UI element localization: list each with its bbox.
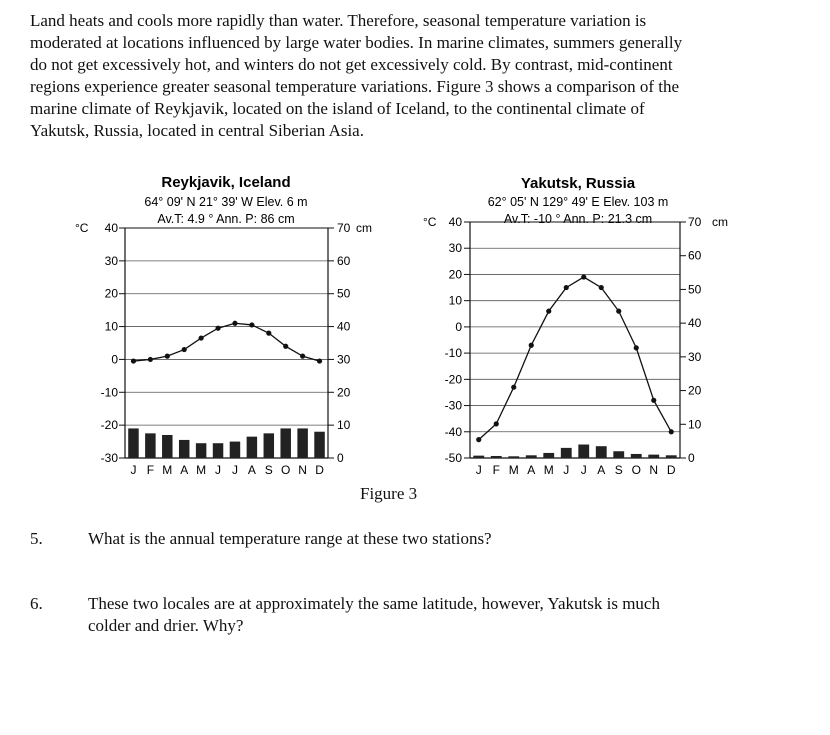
precip-bar xyxy=(613,451,624,458)
temperature-point xyxy=(529,343,534,348)
month-label: S xyxy=(614,463,623,477)
precip-bar xyxy=(230,442,240,458)
precip-bar xyxy=(631,454,642,458)
left-tick-label: -20 xyxy=(100,418,118,433)
left-tick-label: 0 xyxy=(111,352,118,367)
intro-line: do not get excessively hot, and winters do not get excessively cold. By contrast, mid-continent xyxy=(30,55,673,74)
temperature-point xyxy=(581,274,586,279)
month-label: J xyxy=(215,463,222,477)
temperature-point xyxy=(232,321,237,326)
month-label: J xyxy=(563,463,570,477)
month-label: A xyxy=(597,463,606,477)
right-tick-label: 50 xyxy=(688,282,702,297)
chart-title: Reykjavik, Iceland xyxy=(161,174,291,191)
left-tick-label: -10 xyxy=(100,385,118,400)
temperature-point xyxy=(634,345,639,350)
temperature-line xyxy=(479,277,672,440)
precip-bar xyxy=(473,456,484,458)
precip-bar xyxy=(666,455,677,458)
right-tick-label: 0 xyxy=(688,451,695,465)
right-axis-unit: cm xyxy=(356,221,372,235)
left-tick-label: 10 xyxy=(448,293,462,308)
temperature-line xyxy=(133,323,319,361)
month-label: A xyxy=(180,463,189,477)
left-tick-label: 30 xyxy=(104,253,118,268)
right-tick-label: 50 xyxy=(337,286,351,301)
precip-bar xyxy=(179,440,189,458)
left-tick-label: 40 xyxy=(448,215,462,229)
temperature-point xyxy=(564,285,569,290)
precip-bar xyxy=(280,428,290,458)
temperature-point xyxy=(131,358,136,363)
intro-line: moderated at locations influenced by large water bodies. In marine climates, summers generally xyxy=(30,33,683,52)
month-label: J xyxy=(231,463,238,477)
chart-title: Yakutsk, Russia xyxy=(520,175,636,192)
right-tick-label: 40 xyxy=(688,316,702,331)
left-tick-label: 0 xyxy=(455,319,462,334)
left-tick-label: 30 xyxy=(448,241,462,256)
precip-bar xyxy=(526,455,537,458)
temperature-point xyxy=(148,357,153,362)
temperature-point xyxy=(300,354,305,359)
left-tick-label: 40 xyxy=(104,221,118,235)
precip-bar xyxy=(162,435,172,458)
temperature-point xyxy=(546,309,551,314)
month-label: M xyxy=(162,463,173,477)
chart-subtitle: 64° 09' N 21° 39' W Elev. 6 m xyxy=(144,195,308,209)
precip-bar xyxy=(596,446,607,458)
left-tick-label: -40 xyxy=(444,424,462,439)
left-tick-label: 20 xyxy=(448,267,462,282)
temperature-point xyxy=(182,347,187,352)
right-tick-label: 30 xyxy=(337,352,351,367)
left-tick-label: -10 xyxy=(444,346,462,361)
question-number: 5. xyxy=(30,529,43,548)
month-label: M xyxy=(508,463,519,477)
right-tick-label: 60 xyxy=(337,253,351,268)
precip-bar xyxy=(491,456,502,458)
right-tick-label: 60 xyxy=(688,248,702,263)
precip-bar xyxy=(247,437,257,458)
right-tick-label: 0 xyxy=(337,451,344,465)
right-tick-label: 70 xyxy=(337,221,351,235)
precip-bar xyxy=(128,428,138,458)
month-label: A xyxy=(527,463,536,477)
question-text: What is the annual temperature range at these two stations? xyxy=(88,529,492,548)
temperature-point xyxy=(616,309,621,314)
month-label: N xyxy=(298,463,307,477)
left-tick-label: 10 xyxy=(104,319,118,334)
month-label: A xyxy=(247,463,256,477)
right-tick-label: 20 xyxy=(337,385,351,400)
chart-subtitle: 62° 05' N 129° 49' E Elev. 103 m xyxy=(487,195,669,209)
left-axis-unit: °C xyxy=(75,221,89,235)
right-tick-label: 40 xyxy=(337,319,351,334)
temperature-point xyxy=(511,385,516,390)
temperature-point xyxy=(215,326,220,331)
temperature-point xyxy=(494,421,499,426)
left-tick-label: -30 xyxy=(100,451,118,465)
month-label: J xyxy=(580,463,587,477)
temperature-point xyxy=(476,437,481,442)
question-6 xyxy=(0,593,830,641)
right-tick-label: 20 xyxy=(688,383,702,398)
temperature-point xyxy=(249,322,254,327)
temperature-point xyxy=(317,358,322,363)
month-label: M xyxy=(196,463,207,477)
temperature-point xyxy=(283,344,288,349)
figure-caption: Figure 3 xyxy=(360,484,418,503)
month-label: F xyxy=(146,463,155,477)
month-label: D xyxy=(315,463,324,477)
precip-bar xyxy=(264,433,274,458)
intro-line: Land heats and cools more rapidly than water. Therefore, seasonal temperature variation is xyxy=(30,11,647,30)
right-tick-label: 30 xyxy=(688,349,702,364)
question-5 xyxy=(0,528,830,552)
right-axis-unit: cm xyxy=(712,215,728,229)
intro-line: Yakutsk, Russia, located in central Siberian Asia. xyxy=(30,121,364,140)
left-tick-label: 20 xyxy=(104,286,118,301)
right-tick-label: 70 xyxy=(688,215,702,229)
question-number: 6. xyxy=(30,594,43,613)
month-label: M xyxy=(543,463,554,477)
precip-bar xyxy=(213,443,223,458)
intro-line: marine climate of Reykjavik, located on the island of Iceland, to the continental climate of xyxy=(30,99,645,118)
month-label: J xyxy=(130,463,137,477)
month-label: O xyxy=(631,463,641,477)
month-label: D xyxy=(666,463,676,477)
intro-line: regions experience greater seasonal temperature variations. Figure 3 shows a comparison of the xyxy=(30,77,680,96)
precip-bar xyxy=(145,433,155,458)
left-tick-label: -50 xyxy=(444,451,462,465)
month-label: O xyxy=(281,463,291,477)
right-tick-label: 10 xyxy=(688,417,702,432)
precip-bar xyxy=(648,455,659,458)
left-tick-label: -20 xyxy=(444,372,462,387)
precip-bar xyxy=(508,456,519,458)
month-label: S xyxy=(264,463,273,477)
precip-bar xyxy=(314,432,324,458)
temperature-point xyxy=(599,285,604,290)
temperature-point xyxy=(669,429,674,434)
temperature-point xyxy=(199,335,204,340)
precip-bar xyxy=(561,448,572,458)
month-label: F xyxy=(492,463,500,477)
left-axis-unit: °C xyxy=(423,215,437,229)
month-label: N xyxy=(649,463,659,477)
month-label: J xyxy=(475,463,482,477)
question-text: These two locales are at approximately the same latitude, however, Yakutsk is much xyxy=(88,594,660,613)
question-text: colder and drier. Why? xyxy=(88,616,244,635)
temperature-point xyxy=(165,354,170,359)
chart-stats: Av.T: -10 ° Ann. P: 21.3 cm xyxy=(503,212,653,226)
temperature-point xyxy=(651,398,656,403)
precip-bar xyxy=(578,445,589,458)
left-tick-label: -30 xyxy=(444,398,462,413)
temperature-point xyxy=(266,331,271,336)
precip-bar xyxy=(297,428,307,458)
precip-bar xyxy=(543,453,554,458)
precip-bar xyxy=(196,443,206,458)
chart-stats: Av.T: 4.9 ° Ann. P: 86 cm xyxy=(157,212,295,226)
right-tick-label: 10 xyxy=(337,418,351,433)
